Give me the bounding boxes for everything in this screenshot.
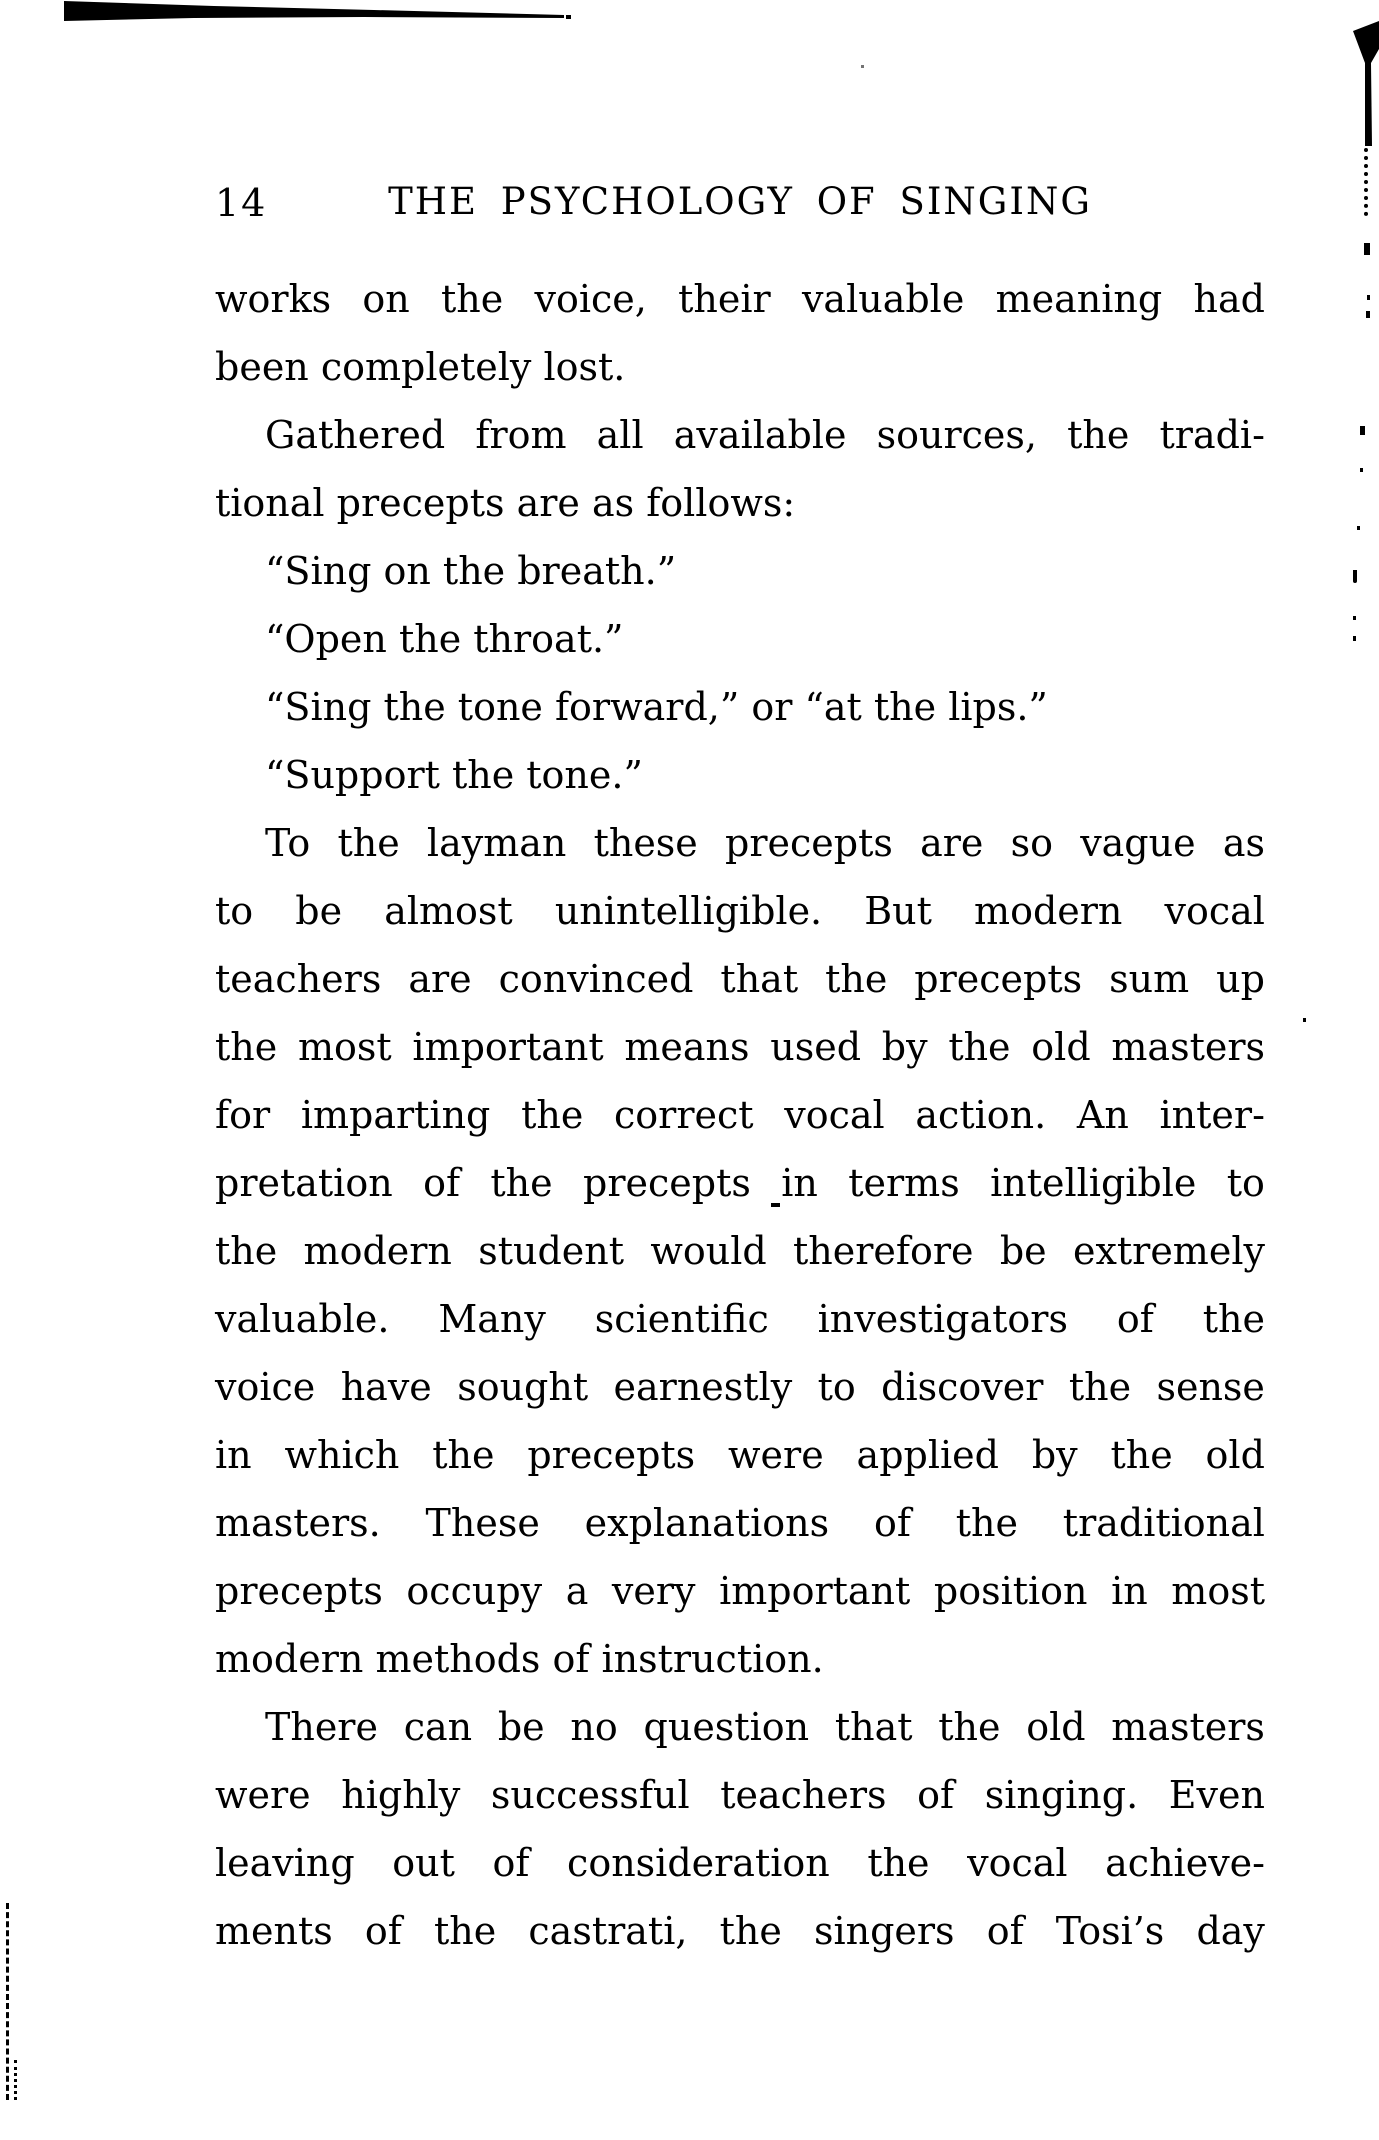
word: these [593,821,698,865]
scan-speck [1303,1018,1306,1022]
text-line [215,401,1265,469]
text-line [215,265,1265,333]
word: which [284,1433,400,1477]
text-line [215,1557,1265,1625]
word: masters [1111,1025,1265,1069]
word: teachers [720,1773,887,1817]
word: modern [974,889,1123,933]
scan-speck [1364,243,1370,255]
word: These [425,1501,540,1545]
word: vocal [1164,889,1265,933]
word: highly [341,1773,461,1817]
scan-speck [1366,311,1370,318]
word: for [215,1093,271,1137]
word: sought [457,1365,589,1409]
word: their [678,277,771,321]
scan-mark-right-edge [1353,21,1379,146]
word: most [297,1025,392,1069]
word: all [596,413,644,457]
word: pretation [215,1161,393,1205]
word: An [1076,1093,1129,1137]
word: of [917,1773,955,1817]
word: to [215,889,254,933]
word: on [362,277,410,321]
word: castrati, [528,1909,688,1953]
word: explanations [584,1501,830,1545]
word: to [817,1365,856,1409]
scan-streak-top-left [64,0,564,24]
word: the [1067,413,1130,457]
word: question [643,1705,810,1749]
text-line: tional precepts are as follows: [215,481,796,525]
word: position [933,1569,1088,1613]
word: investigators [817,1297,1068,1341]
text-line [215,1285,1265,1353]
text-line [215,877,1265,945]
word: precepts [914,957,1083,1001]
word: intelligible [990,1161,1197,1205]
word: so [1010,821,1053,865]
word: modern [303,1229,452,1273]
word: terms [848,1161,960,1205]
word: of [986,1909,1024,1953]
word: the [432,1433,495,1477]
scan-speck [1360,426,1365,435]
word: that [834,1705,913,1749]
word: teachers [215,957,382,1001]
word: the [337,821,400,865]
text-line [215,1489,1265,1557]
word: Gathered [265,413,446,457]
word: by [881,1025,928,1069]
word: applied [856,1433,999,1477]
word: vague [1080,821,1196,865]
word: the [441,277,504,321]
word: discover [881,1365,1044,1409]
word: consideration [567,1841,830,1885]
word: successful [490,1773,690,1817]
word: would [650,1229,767,1273]
word: singing. [984,1773,1139,1817]
word: correct [614,1093,754,1137]
word: in [1111,1569,1148,1613]
word: the [215,1025,278,1069]
word: old [1031,1025,1091,1069]
text-line [215,1013,1265,1081]
scan-dotted-left-edge [14,2060,17,2100]
word: unintelligible. [554,889,823,933]
text-line: “Open the throat.” [265,617,624,661]
word: important [719,1569,911,1613]
word: traditional [1062,1501,1265,1545]
word: sense [1156,1365,1265,1409]
word: the [215,1229,278,1273]
text-line [215,1761,1265,1829]
word: masters. [215,1501,381,1545]
word: sources, [876,413,1037,457]
scan-speck [1353,570,1357,583]
word: therefore [793,1229,974,1273]
word: the [867,1841,930,1885]
text-line [215,809,1265,877]
word: vocal [967,1841,1068,1885]
word: leaving [215,1841,355,1885]
word: can [403,1705,473,1749]
word: very [611,1569,696,1613]
word: the [719,1909,782,1953]
word: old [1205,1433,1265,1477]
word: action. [915,1093,1047,1137]
word: the [938,1705,1001,1749]
word: earnestly [613,1365,793,1409]
word: a [565,1569,589,1613]
word: To [265,821,311,865]
word: precepts [527,1433,696,1477]
scan-speck [1353,616,1356,620]
scan-speck [861,65,864,68]
word: the [434,1909,497,1953]
text-line: modern methods of instruction. [215,1637,824,1681]
word: by [1031,1433,1078,1477]
word: as [1222,821,1265,865]
word: inter- [1159,1093,1265,1137]
word: precepts [583,1161,751,1205]
text-line [215,1421,1265,1489]
word: But [864,889,932,933]
word: the [1110,1433,1173,1477]
scan-dotted-left-edge [6,1903,9,2100]
word: that [720,957,799,1001]
word: imparting [300,1093,491,1137]
word: day [1196,1909,1265,1953]
word: in [215,1433,252,1477]
body-text [215,265,1265,1965]
word: There [265,1705,378,1749]
word: from [475,413,567,457]
word: precepts [215,1569,383,1613]
word: singers [813,1909,955,1953]
word: the [1068,1365,1132,1409]
scan-speck [1353,636,1356,641]
word: valuable. [215,1297,390,1341]
word: old [1026,1705,1086,1749]
text-line: “Sing the tone forward,” or “at the lips.” [265,685,1048,729]
word: voice, [534,277,647,321]
word: no [570,1705,618,1749]
word: important [412,1025,604,1069]
text-line [215,1829,1265,1897]
word: used [770,1025,862,1069]
word: be [497,1705,545,1749]
word: available [673,413,847,457]
scan-speck [1357,526,1360,530]
word: were [215,1773,311,1817]
scan-speck [566,15,571,19]
word: are [920,821,984,865]
page-number: 14 [215,181,268,225]
word: almost [384,889,513,933]
scan-dotted-right-edge [1364,148,1368,216]
word: of [423,1161,461,1205]
word: convinced [498,957,694,1001]
word: the [490,1161,553,1205]
word: ments [215,1909,333,1953]
word: meaning [995,277,1163,321]
text-line [215,1353,1265,1421]
text-line [215,1897,1265,1965]
word: masters [1111,1705,1265,1749]
text-line [215,945,1265,1013]
word: to [1226,1161,1265,1205]
word: the [948,1025,1011,1069]
text-line: been completely lost. [215,345,626,389]
word: scientific [594,1297,769,1341]
word: tradi- [1159,413,1265,457]
text-line [215,1081,1265,1149]
word: up [1216,957,1265,1001]
word: are [408,957,472,1001]
word: were [728,1433,824,1477]
word: of [873,1501,911,1545]
word: extremely [1072,1229,1265,1273]
word: be [295,889,343,933]
word: most [1171,1569,1265,1613]
word: the [955,1501,1018,1545]
word: of [364,1909,402,1953]
scan-speck [1367,295,1370,300]
word: out [392,1841,455,1885]
running-title: THE PSYCHOLOGY OF SINGING [388,180,1092,223]
word: the [521,1093,584,1137]
word: of [1116,1297,1154,1341]
word: Tosi’s [1055,1909,1165,1953]
word: means [624,1025,750,1069]
word: of [492,1841,530,1885]
word: Even [1168,1773,1265,1817]
word: precepts [725,821,893,865]
word: layman [426,821,567,865]
word: achieve- [1105,1841,1265,1885]
word: sum [1109,957,1190,1001]
word: vocal [784,1093,885,1137]
word: have [340,1365,432,1409]
word: had [1193,277,1265,321]
scan-speck [1360,468,1363,472]
text-line: “Sing on the breath.” [265,549,677,593]
word: be [999,1229,1047,1273]
word: the [825,957,888,1001]
word: in [781,1161,818,1205]
word: occupy [406,1569,543,1613]
word: student [478,1229,625,1273]
word: valuable [801,277,965,321]
word: works [215,277,332,321]
text-line [215,1693,1265,1761]
text-line: “Support the tone.” [265,753,643,797]
text-line [215,1149,1265,1217]
text-line [215,1217,1265,1285]
word: the [1202,1297,1265,1341]
word: Many [438,1297,546,1341]
page-header [215,180,1265,225]
word: voice [215,1365,316,1409]
